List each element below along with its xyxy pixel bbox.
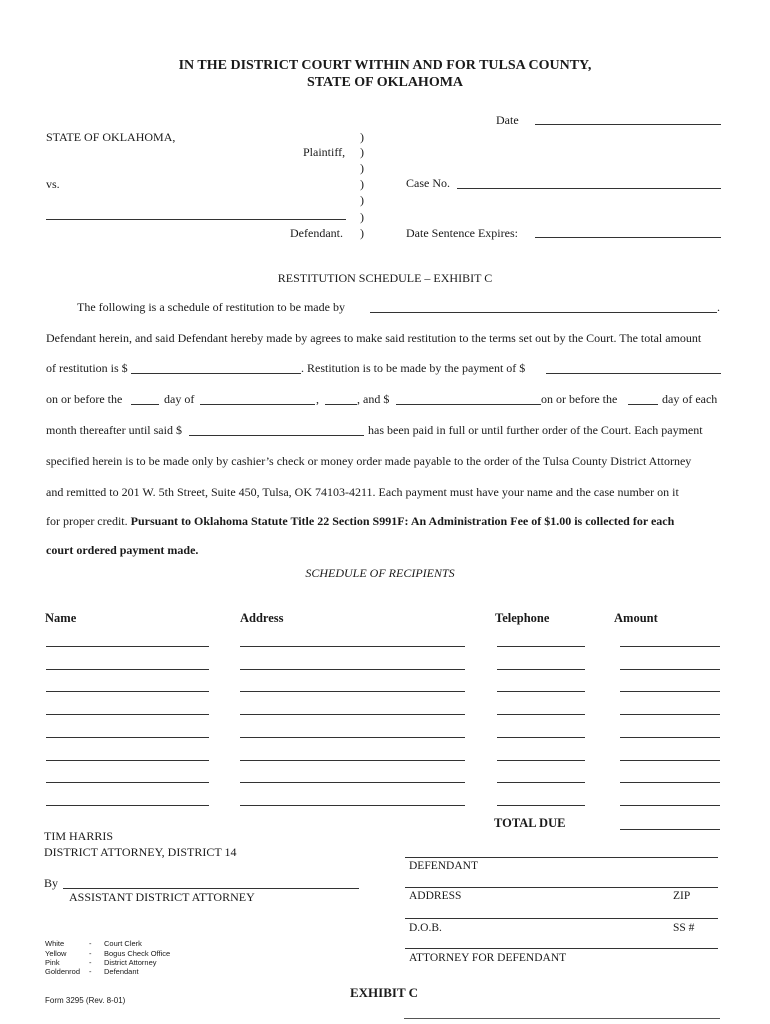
total-due-label: TOTAL DUE xyxy=(494,816,566,830)
recipient-name-field[interactable] xyxy=(46,646,209,647)
recipient-name-field[interactable] xyxy=(46,714,209,715)
period: . xyxy=(717,300,720,314)
schedule-line-2: Defendant herein, and said Defendant hereby made by agrees to make said restitution to the terms set out by the Court. The total amount xyxy=(46,331,702,345)
date-sentence-expires-field[interactable] xyxy=(535,237,721,238)
recipient-amount-field[interactable] xyxy=(620,805,720,806)
monthly-amount-field[interactable] xyxy=(396,404,541,405)
copy-color: Pink xyxy=(45,958,60,967)
recipient-amount-field[interactable] xyxy=(620,669,720,670)
payment-amount-field[interactable] xyxy=(546,373,721,374)
copy-color: White xyxy=(45,939,65,948)
paren: ) xyxy=(360,226,364,240)
schedule-line-3a: of restitution is $ xyxy=(46,361,128,375)
recipient-telephone-field[interactable] xyxy=(497,782,585,783)
ada-label: ASSISTANT DISTRICT ATTORNEY xyxy=(69,890,255,904)
recipient-address-field[interactable] xyxy=(240,669,465,670)
address-line[interactable] xyxy=(405,887,718,888)
schedule-line-9: court ordered payment made. xyxy=(46,543,199,557)
first-year-field[interactable] xyxy=(325,404,357,405)
recipient-amount-field[interactable] xyxy=(620,782,720,783)
recipient-address-field[interactable] xyxy=(240,737,465,738)
recipient-telephone-field[interactable] xyxy=(497,691,585,692)
recipient-name-field[interactable] xyxy=(46,782,209,783)
copy-color: Goldenrod xyxy=(45,967,81,976)
date-field[interactable] xyxy=(535,124,721,125)
schedule-line-4d: , and $ xyxy=(357,392,390,406)
schedule-line-3b: . Restitution is to be made by the payment of $ xyxy=(301,361,526,375)
col-amount: Amount xyxy=(614,611,658,625)
copy-color: Yellow xyxy=(45,949,67,958)
recipient-name-field[interactable] xyxy=(46,737,209,738)
paren: ) xyxy=(360,210,364,224)
schedule-heading: RESTITUTION SCHEDULE – EXHIBIT C xyxy=(277,271,493,285)
court-title-state: STATE OF OKLAHOMA xyxy=(306,75,464,90)
copy-dash: - xyxy=(89,958,92,967)
first-month-field[interactable] xyxy=(200,404,315,405)
recipient-telephone-field[interactable] xyxy=(497,737,585,738)
credit-text: for proper credit. xyxy=(46,514,131,528)
comma: , xyxy=(316,392,319,406)
schedule-line-6: specified herein is to be made only by cashier’s check or money order made payable to the order of the Tulsa County District Attorney xyxy=(46,454,692,468)
recipient-telephone-field[interactable] xyxy=(497,646,585,647)
recipient-telephone-field[interactable] xyxy=(497,760,585,761)
schedule-line-5a: month thereafter until said $ xyxy=(46,423,182,437)
recipient-amount-field[interactable] xyxy=(620,737,720,738)
recipient-telephone-field[interactable] xyxy=(497,714,585,715)
first-day-field[interactable] xyxy=(131,404,159,405)
paren: ) xyxy=(360,177,364,191)
recipient-name-field[interactable] xyxy=(46,805,209,806)
payer-field[interactable] xyxy=(370,312,717,313)
vs-label: vs. xyxy=(46,177,60,191)
da-title: DISTRICT ATTORNEY, DISTRICT 14 xyxy=(44,845,237,859)
recipient-address-field[interactable] xyxy=(240,760,465,761)
copy-dash: - xyxy=(89,939,92,948)
recipient-address-field[interactable] xyxy=(240,805,465,806)
bottom-rule xyxy=(404,1018,720,1019)
copy-dash: - xyxy=(89,967,92,976)
recipient-amount-field[interactable] xyxy=(620,646,720,647)
until-amount-field[interactable] xyxy=(189,435,364,436)
total-restitution-field[interactable] xyxy=(131,373,301,374)
plaintiff-name: STATE OF OKLAHOMA, xyxy=(46,130,176,144)
recipient-telephone-field[interactable] xyxy=(497,805,585,806)
total-due-field[interactable] xyxy=(620,829,720,830)
schedule-line-4e: on or before the xyxy=(541,392,618,406)
defendant-sig-label: DEFENDANT xyxy=(409,860,478,872)
monthly-day-field[interactable] xyxy=(628,404,658,405)
exhibit-label: EXHIBIT C xyxy=(350,985,419,1000)
paren: ) xyxy=(360,130,364,144)
attorney-label: ATTORNEY FOR DEFENDANT xyxy=(409,952,567,964)
recipient-address-field[interactable] xyxy=(240,714,465,715)
date-label: Date xyxy=(496,113,519,127)
da-name: TIM HARRIS xyxy=(44,829,114,843)
copy-recipient: Defendant xyxy=(104,967,139,976)
schedule-line-1: The following is a schedule of restitution to be made by xyxy=(77,300,345,314)
schedule-line-4f: day of each xyxy=(662,392,718,406)
schedule-line-8 xyxy=(46,514,674,529)
plaintiff-label: Plaintiff, xyxy=(303,145,346,159)
copy-recipient: Bogus Check Office xyxy=(104,949,171,958)
defendant-name-field[interactable] xyxy=(46,219,346,220)
col-address: Address xyxy=(240,611,284,625)
date-sentence-expires-label: Date Sentence Expires: xyxy=(406,226,518,240)
paren: ) xyxy=(360,145,364,159)
col-name: Name xyxy=(45,611,77,625)
recipient-name-field[interactable] xyxy=(46,669,209,670)
case-no-label: Case No. xyxy=(406,176,450,190)
copy-recipient: Court Clerk xyxy=(104,939,142,948)
recipients-heading: SCHEDULE OF RECIPIENTS xyxy=(305,566,455,580)
case-no-field[interactable] xyxy=(457,188,721,189)
dob-line[interactable] xyxy=(405,918,718,919)
dob-label: D.O.B. xyxy=(409,922,442,934)
form-number: Form 3295 (Rev. 8-01) xyxy=(45,996,126,1005)
address-label: ADDRESS xyxy=(409,890,462,902)
ada-signature-line[interactable] xyxy=(63,888,359,889)
attorney-line[interactable] xyxy=(405,948,718,949)
by-label: By xyxy=(44,876,59,890)
recipient-telephone-field[interactable] xyxy=(497,669,585,670)
copy-dash: - xyxy=(89,949,92,958)
schedule-line-4b: day of xyxy=(164,392,195,406)
recipient-address-field[interactable] xyxy=(240,691,465,692)
court-title: IN THE DISTRICT COURT WITHIN AND FOR TULSA COUNTY, xyxy=(178,58,592,73)
paren: ) xyxy=(360,161,364,175)
admin-fee-text: Pursuant to Oklahoma Statute Title 22 Section S991F: An Administration Fee of $1.00 is collected for each xyxy=(130,514,675,528)
recipient-amount-field[interactable] xyxy=(620,760,720,761)
schedule-line-4a: on or before the xyxy=(46,392,123,406)
paren: ) xyxy=(360,193,364,207)
recipient-amount-field[interactable] xyxy=(620,691,720,692)
recipient-name-field[interactable] xyxy=(46,760,209,761)
ss-label: SS # xyxy=(673,922,695,934)
col-telephone: Telephone xyxy=(495,611,550,625)
recipient-address-field[interactable] xyxy=(240,782,465,783)
zip-label: ZIP xyxy=(673,890,691,902)
recipient-name-field[interactable] xyxy=(46,691,209,692)
copy-recipient: District Attorney xyxy=(104,958,157,967)
defendant-signature-line[interactable] xyxy=(405,857,718,858)
recipient-address-field[interactable] xyxy=(240,646,465,647)
defendant-label: Defendant. xyxy=(290,226,343,240)
schedule-line-7: and remitted to 201 W. 5th Street, Suite 450, Tulsa, OK 74103-4211. Each payment must have your name and the case number on it xyxy=(46,485,679,499)
recipient-amount-field[interactable] xyxy=(620,714,720,715)
schedule-line-5b: has been paid in full or until further order of the Court. Each payment xyxy=(368,423,703,437)
